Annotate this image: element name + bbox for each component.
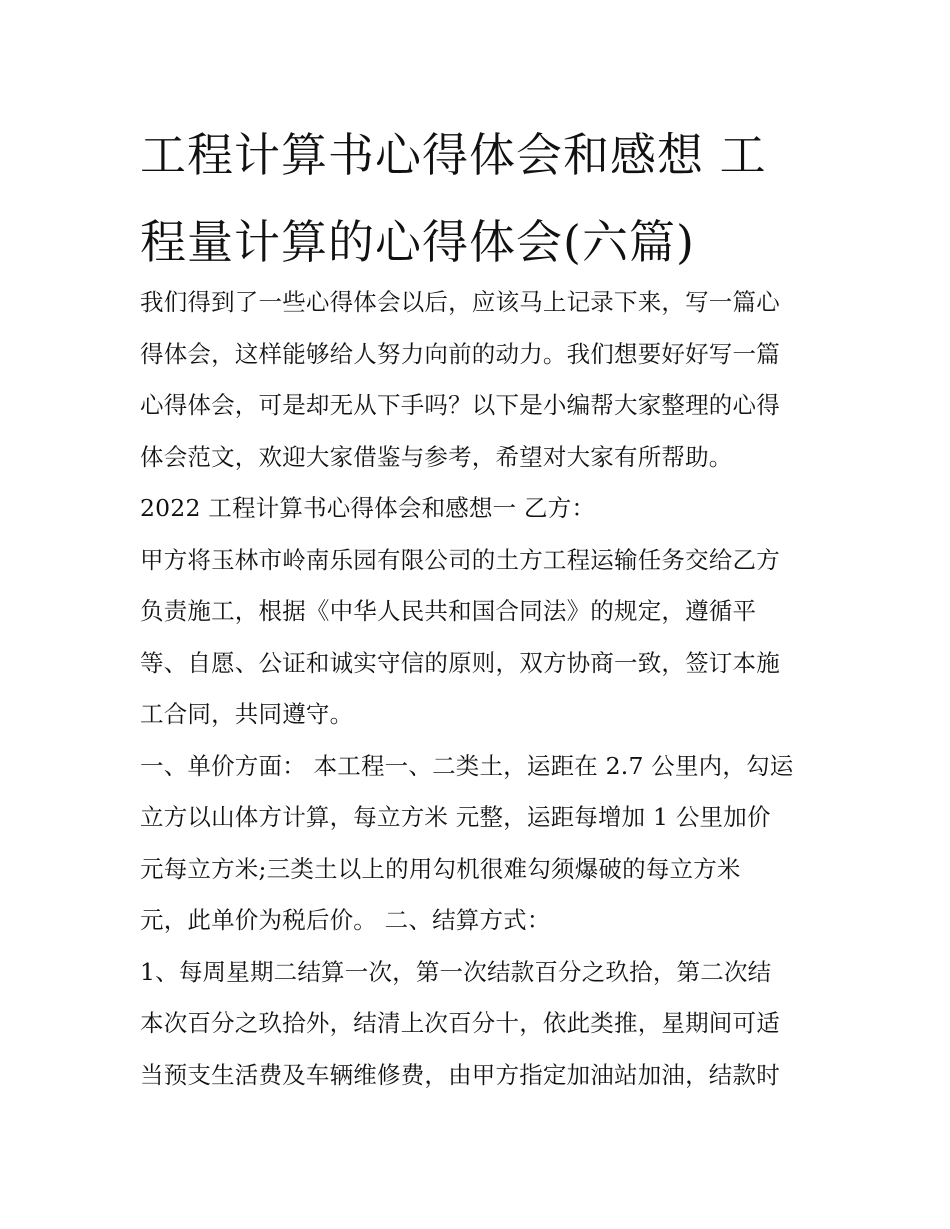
text-line: 等、自愿、公证和诚实守信的原则，双方协商一致，签订本施 xyxy=(140,648,780,677)
text-line: 工合同，共同遵守。 xyxy=(140,700,354,728)
text-line: 立方以山体方计算，每立方米 元整，运距每增加 1 公里加价 xyxy=(140,803,771,831)
text-line: 元每立方米;三类土以上的用勾机很难勾须爆破的每立方米 xyxy=(140,854,741,883)
text-line: 1、每周星期二结算一次，第一次结款百分之玖拾，第二次结 xyxy=(140,957,772,986)
text-line: 负责施工，根据《中华人民共和国合同法》的规定，遵循平 xyxy=(140,597,757,625)
text-line: 元，此单价为税后价。 二、结算方式： xyxy=(140,906,551,934)
text-line: 我们得到了一些心得体会以后，应该马上记录下来，写一篇心 xyxy=(140,288,780,316)
document-body xyxy=(140,282,820,1106)
text-line: 心得体会，可是却无从下手吗？以下是小编帮大家整理的心得 xyxy=(140,391,780,419)
section-heading: 2022 工程计算书心得体会和感想一 乙方： xyxy=(140,494,596,522)
text-line: 当预支生活费及车辆维修费，由甲方指定加油站加油，结款时 xyxy=(140,1060,780,1089)
text-line: 体会范文，欢迎大家借鉴与参考，希望对大家有所帮助。 xyxy=(140,442,733,471)
title-line-1: 工程计算书心得体会和感想 工 xyxy=(140,128,767,182)
text-line: 本次百分之玖拾外，结清上次百分十，依此类推，星期间可适 xyxy=(140,1009,780,1037)
text-line: 甲方将玉林市岭南乐园有限公司的土方工程运输任务交给乙方 xyxy=(140,545,780,574)
text-line: 得体会，这样能够给人努力向前的动力。我们想要好好写一篇 xyxy=(140,339,780,368)
title-line-2: 程量计算的心得体会(六篇) xyxy=(140,215,695,270)
document-title xyxy=(140,112,820,287)
text-line: 一、单价方面： 本工程一、二类土，运距在 2.7 公里内，勾运 xyxy=(140,751,794,780)
